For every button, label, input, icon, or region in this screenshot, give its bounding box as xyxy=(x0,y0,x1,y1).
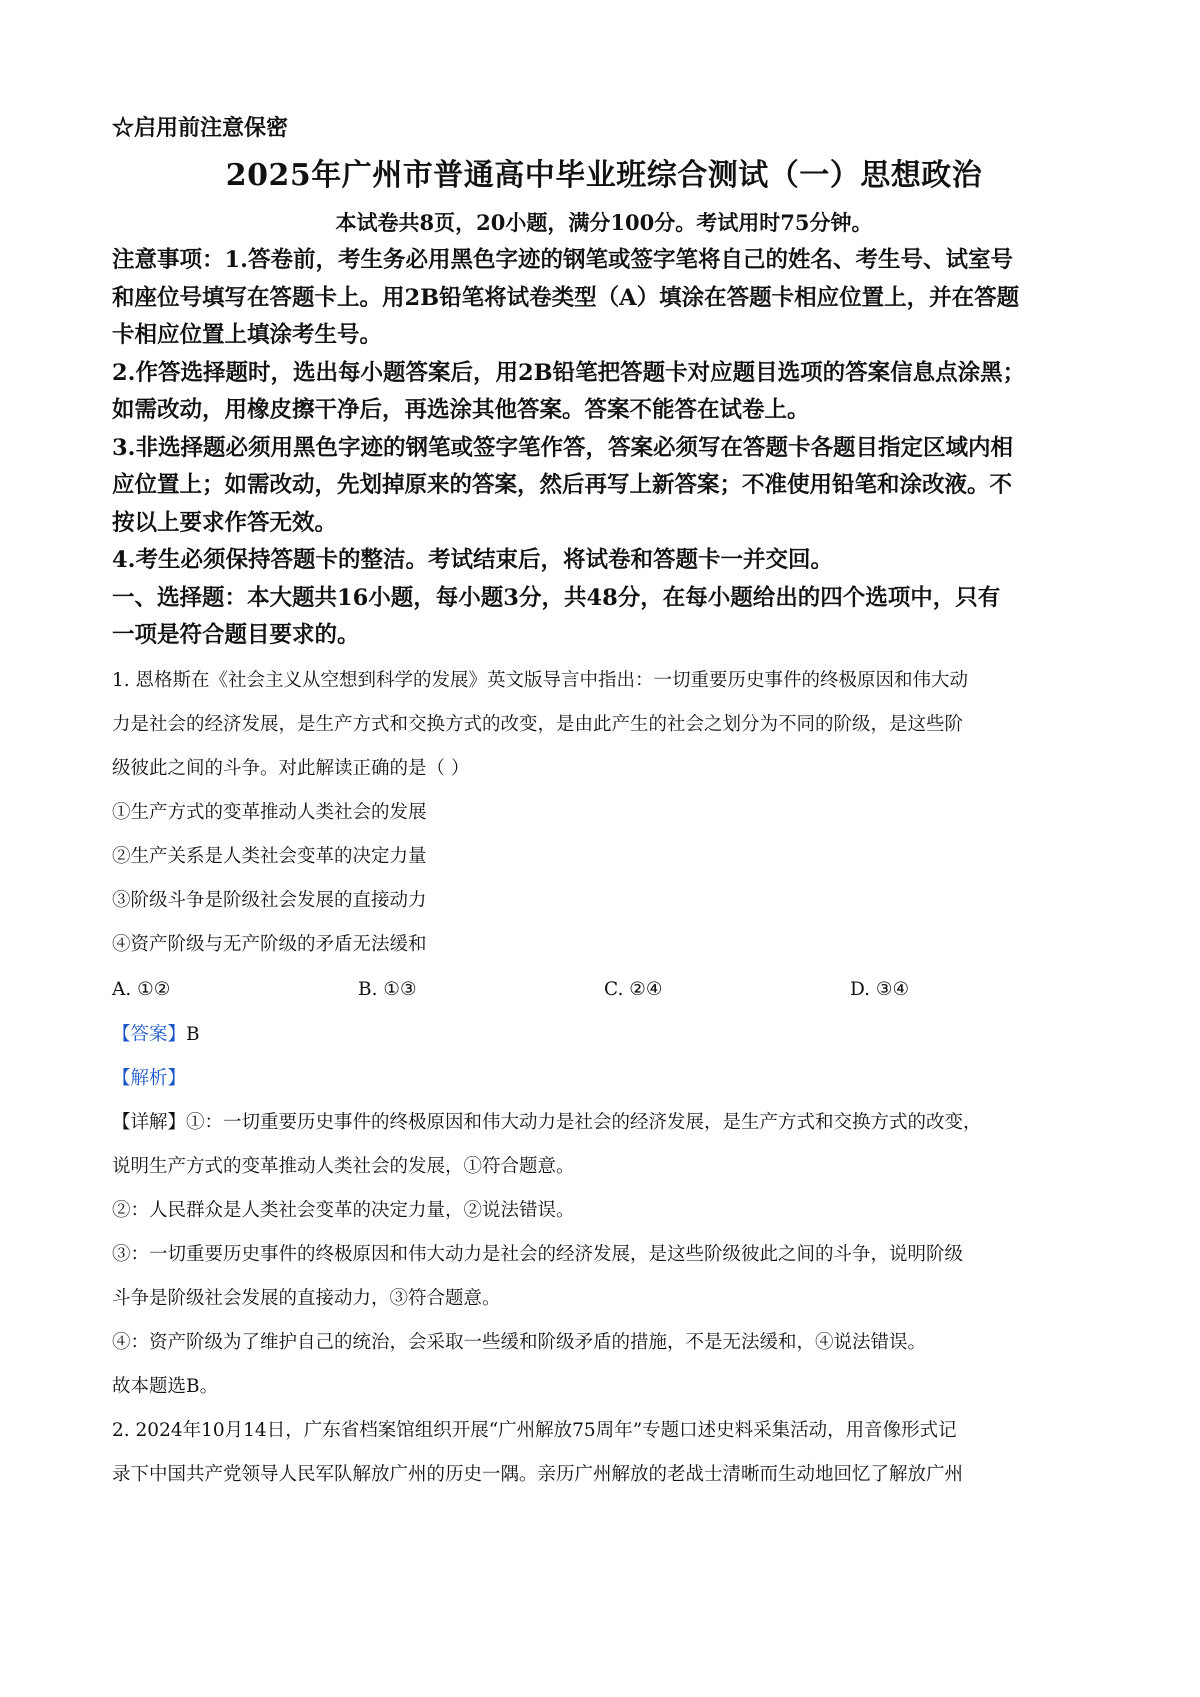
section-line: 一、选择题：本大题共16小题，每小题3分，共48分，在每小题给出的四个选项中，只有 xyxy=(112,584,1001,611)
notice-line: 按以上要求作答无效。 xyxy=(112,509,338,536)
answer-value: B xyxy=(186,1023,200,1045)
exam-info: 本试卷共8页，20小题，满分100分。考试用时75分钟。 xyxy=(335,210,873,235)
analysis-block xyxy=(112,1101,1096,1409)
notice-line: 4.考生必须保持答题卡的整洁。考试结束后，将试卷和答题卡一并交回。 xyxy=(112,547,833,573)
analysis-line: 故本题选B。 xyxy=(112,1375,219,1397)
page-title: 2025年广州市普通高中毕业班综合测试（一）思想政治 xyxy=(225,158,983,193)
question-stem-line: 2. 2024年10月14日，广东省档案馆组织开展“广州解放75周年”专题口述史料采集活动，用音像形式记 xyxy=(112,1419,957,1441)
question-stem-line: 级彼此之间的斗争。对此解读正确的是（ ） xyxy=(112,757,470,779)
option-c: C. ②④ xyxy=(604,978,663,1000)
notice-line: 和座位号填写在答题卡上。用2B铅笔将试卷类型（A）填涂在答题卡相应位置上，并在答题 xyxy=(112,284,1020,311)
notice-line: 卡相应位置上填涂考生号。 xyxy=(112,322,383,348)
notice-block xyxy=(112,242,1096,580)
notice-line: 如需改动，用橡皮擦干净后，再选涂其他答案。答案不能答在试卷上。 xyxy=(112,397,810,423)
section-line: 一项是符合题目要求的。 xyxy=(112,622,360,648)
notice-line: 2.作答选择题时，选出每小题答案后，用2B铅笔把答题卡对应题目选项的答案信息点涂黑； xyxy=(112,359,1026,386)
confidential-notice: ☆启用前注意保密 xyxy=(112,115,289,141)
analysis-line: ②：人民群众是人类社会变革的决定力量，②说法错误。 xyxy=(112,1199,575,1221)
analysis-line: 斗争是阶级社会发展的直接动力，③符合题意。 xyxy=(112,1287,501,1309)
answer-tag: 【答案】 xyxy=(112,1023,187,1045)
analysis-line: ④：资产阶级为了维护自己的统治，会采取一些缓和阶级矛盾的措施，不是无法缓和，④说法错误。 xyxy=(112,1331,927,1353)
answer-options xyxy=(112,967,1096,1013)
analysis-line: ③：一切重要历史事件的终极原因和伟大动力是社会的经济发展，是这些阶级彼此之间的斗争，说明阶级 xyxy=(112,1243,964,1265)
question-stem-line: 1. 恩格斯在《社会主义从空想到科学的发展》英文版导言中指出：一切重要历史事件的终极原因和伟大动 xyxy=(112,669,969,691)
question-2 xyxy=(112,1409,1096,1497)
analysis-line: 【详解】①：一切重要历史事件的终极原因和伟大动力是社会的经济发展，是生产方式和交换方式的改变， xyxy=(112,1111,982,1133)
option-b: B. ①③ xyxy=(358,978,417,1000)
statement-item: ④资产阶级与无产阶级的矛盾无法缓和 xyxy=(112,933,427,955)
statement-item: ③阶级斗争是阶级社会发展的直接动力 xyxy=(112,889,427,911)
analysis-heading xyxy=(112,1057,1096,1101)
analysis-tag: 【解析】 xyxy=(112,1067,187,1089)
option-d: D. ③④ xyxy=(850,978,910,1000)
notice-line: 注意事项：1.答卷前，考生务必用黑色字迹的钢笔或签字笔将自己的姓名、考生号、试室号 xyxy=(112,247,1013,273)
answer-line xyxy=(112,1013,1096,1057)
statement-item: ①生产方式的变革推动人类社会的发展 xyxy=(112,801,427,823)
statement-item: ②生产关系是人类社会变革的决定力量 xyxy=(112,845,427,867)
question-stem-line: 录下中国共产党领导人民军队解放广州的历史一隅。亲历广州解放的老战士清晰而生动地回忆了解放广州 xyxy=(112,1463,964,1485)
question-1 xyxy=(112,659,1096,1409)
analysis-line: 说明生产方式的变革推动人类社会的发展，①符合题意。 xyxy=(112,1155,575,1177)
section-heading xyxy=(112,580,1096,655)
notice-line: 3.非选择题必须用黑色字迹的钢笔或签字笔作答，答案必须写在答题卡各题目指定区域内相 xyxy=(112,434,1013,461)
notice-line: 应位置上；如需改动，先划掉原来的答案，然后再写上新答案；不准使用铅笔和涂改液。不 xyxy=(112,472,1013,498)
option-a: A. ①② xyxy=(112,978,171,1000)
question-stem-line: 力是社会的经济发展，是生产方式和交换方式的改变，是由此产生的社会之划分为不同的阶级，是这些阶 xyxy=(112,713,964,735)
